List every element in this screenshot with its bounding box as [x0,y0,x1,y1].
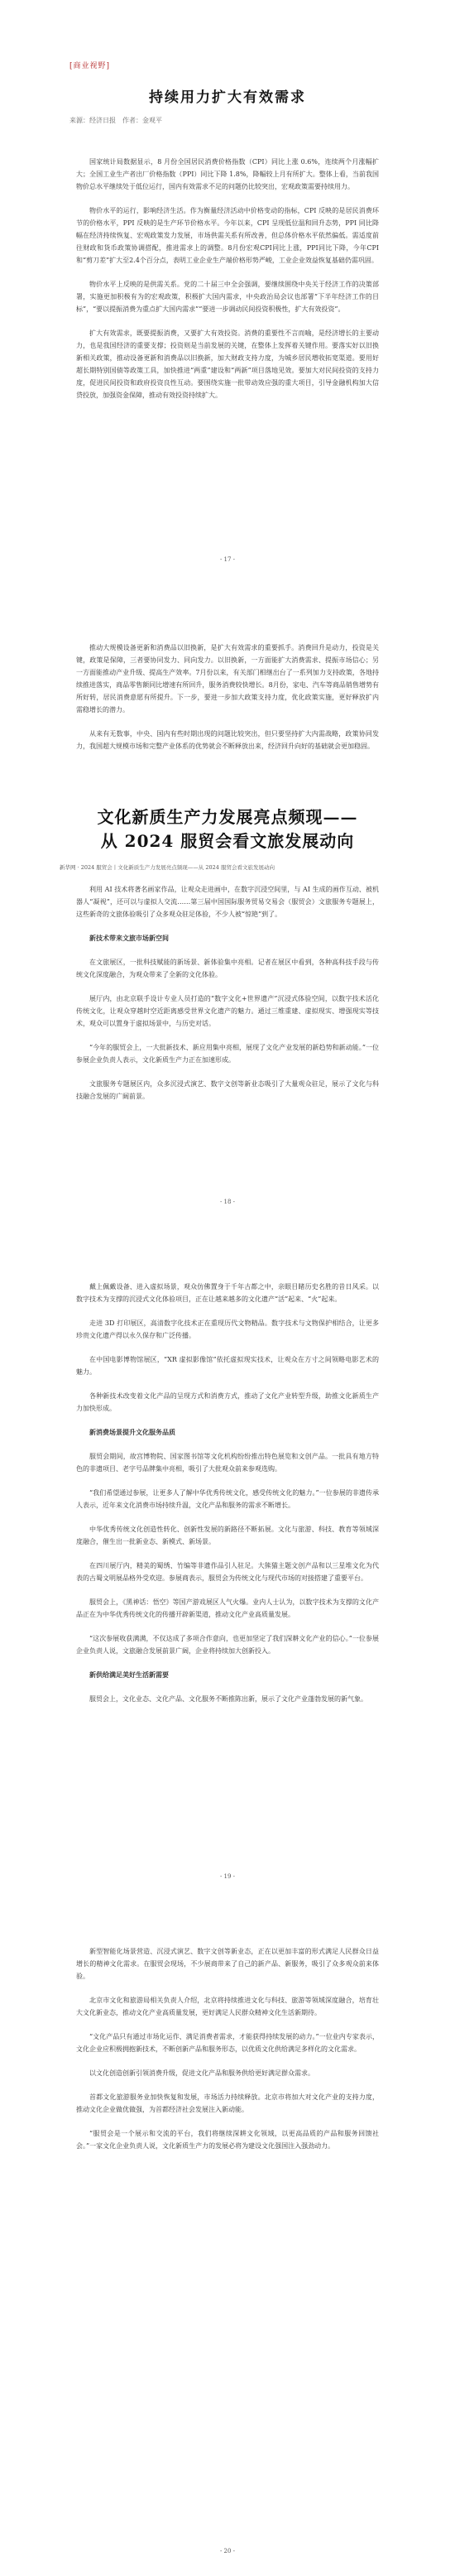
paragraph: 中华优秀传统文化创造性转化、创新性发展的新路径不断拓展。文化与旅游、科技、教育等领域深度融合，催生出一批新业态、新模式、新场景。 [76,1526,379,1545]
paragraph: 从来有无数事，中央、国内有些时期出现的问题比较突出，但只要坚持扩大内需战略，政策协同发力，我国超大规模市场和完整产业体系的优势就会不断释放出来，经济回升向好的基础就会更加稳固。 [76,730,379,750]
paragraph: 推动大规模设备更新和消费品以旧换新，是扩大有效需求的重要抓手。消费回升是动力，投资是关键，政策是保障，三者要协同发力、同向发力。以旧换新，一方面能扩大消费需求、提振市场信心；另一方面能推动产业升级、提高生产效率。7月份以来，有关部门相继出台了一系列加力支持政策，各地持续推进落实，商品零售额同比增速有所回升，服务消费较快增长。8月份，家电、汽车等商品销售增势有所好转，居民消费意愿有所提升。下一步，要进一步加大政策支持力度，优化政策实施，更好释放扩内需稳增长的潜力。 [76,644,379,714]
paragraph: 服贸会上，文化业态、文化产品、文化服务不断推陈出新，展示了文化产业蓬勃发展的新气象。 [89,1695,367,1703]
paragraph: 各种新技术改变着文化产品的呈现方式和消费方式，推动了文化产业转型升级，助推文化新质生产力加快形成。 [76,1392,379,1412]
paragraph: 服贸会期间，故宫博物院、国家图书馆等文化机构纷纷推出特色展览和文创产品。一批具有地方特色的非遗项目、老字号品牌集中亮相，吸引了大批观众前来参观选购。 [76,1453,379,1473]
section-heading: 新消费场景提升文化服务品质 [89,1428,175,1436]
paragraph: 以文化创造创新引领消费升级，促进文化产品和服务供给更好满足群众需求。 [89,2069,314,2077]
page-number: - 20 - [219,2548,236,2554]
paragraph: 在中国电影博物馆展区，“XR 虚拟影像馆”依托虚拟现实技术，让观众在方寸之间领略电影艺术的魅力。 [76,1356,379,1376]
section-heading: 新技术带来文旅市场新空间 [89,934,169,942]
paragraph: 展厅内，由北京联手设计专业人员打造的“数字文化+世界遗产”沉浸式体验空间，以数字技术活化传统文化，让观众穿越时空近距离感受世界文化遗产的魅力。通过三维重建、虚拟现实、增强现实等技术，观众可以置身于虚拟场景中，与历史对话。 [76,995,379,1027]
paragraph: 首都文化旅游服务业加快恢复和发展，市场活力持续释放。北京市将加大对文化产业的支持力度，推动文化企业做优做强，为首都经济社会发展注入新动能。 [76,2093,379,2113]
article-title-line-1: 文化新质生产力发展亮点频现—— [97,807,358,827]
article-source-line: 新华网 · 2024 服贸会丨文化新质生产力发展亮点频现——从 2024 服贸会看文旅发展动向 [60,864,275,871]
page-4 [26,1919,429,2576]
article-body [76,1281,379,1717]
paragraph: 扩大有效需求，既要提振消费，又要扩大有效投资。消费的重要性不言而喻，是经济增长的主要动力，也是我国经济的重要支撑；投资则是当前发展的关键，在整体上发挥着关键作用。要落实好以旧换新相关政策，推动设备更新和消费品以旧换新，加大财政支持力度，为城乡居民增收拓宽渠道。要用好超长期特别国债等政策工具，加快推进“两重”建设和“两新”项目落地见效。要加大对民间投资的支持力度，促进民间投资和政府投资良性互动。要围绕实施一批带动效应强的重大项目，引导金融机构加大信贷投放，加强资金保障，推动有效投资持续扩大。 [76,329,379,399]
paragraph: 北京市文化和旅游局相关负责人介绍，北京将持续推进文化与科技、旅游等领域深度融合，培育壮大文化新业态，推动文化产业高质量发展，更好满足人民群众精神文化生活新期待。 [76,1997,379,2016]
paragraph: 新型智能化场景营造、沉浸式演艺、数字文创等新业态，正在以更加丰富的形式满足人民群众日益增长的精神文化需求。在服贸会现场，不少展商带来了自己的新产品、新服务，吸引了众多观众前来体验。 [76,1948,379,1980]
paragraph: “服贸会是一个展示和交流的平台，我们将继续深耕文化领域，以更高品质的产品和服务回馈社会。”一家文化企业负责人说，文化新质生产力的发展必将为建设文化强国注入强劲动力。 [76,2130,379,2150]
paragraph: 服贸会上，《黑神话：悟空》等国产游戏展区人气火爆。业内人士认为，以数字技术为支撑的文化产品正在为中华优秀传统文化的传播开辟新渠道，推动文化产业高质量发展。 [76,1598,379,1618]
paragraph: 文旅服务专题展区内，众多沉浸式演艺、数字文创等新业态吸引了大量观众驻足，展示了文化与科技融合发展的广阔前景。 [76,1080,379,1100]
section-heading: 新供给满足美好生活新需要 [89,1670,169,1679]
article-meta: 来源：经济日报 作者：金观平 [69,117,162,124]
page-number: - 18 - [219,1199,236,1205]
paragraph: 在四川展厅内，精美的蜀绣、竹编等非遗作品引人驻足。大熊猫主题文创产品和以三星堆文化为代表的古蜀文明展品格外受欢迎。参展商表示，服贸会为传统文化与现代市场的对接搭建了重要平台。 [76,1562,379,1582]
paragraph: “这次参展收获满满，不仅达成了多项合作意向，也更加坚定了我们深耕文化产业的信心。”一位参展企业负责人说，文旅融合发展前景广阔，企业将持续加大创新投入。 [76,1635,379,1655]
paragraph: 利用 AI 技术将著名画家作品，让观众走进画中，在数字沉浸空间里，与 AI 生成的画作互动、被机器人“凝视”，还可以与虚拟人交流……第三届中国国际服务贸易交易会（服贸会）文旅服务专题展上，这些新奇的文旅体验吸引了众多观众驻足体验，不少人被“惊艳”到了。 [76,886,379,918]
paragraph: “我们希望通过参展，让更多人了解中华优秀传统文化，感受传统文化的魅力。”一位参展的非遗传承人表示，近年来文化消费市场持续升温，文化产品和服务的需求不断增长。 [76,1489,379,1509]
page-number: - 19 - [219,1873,236,1880]
page-1 [26,0,429,584]
category-tag: [商业视野] [69,62,111,70]
article-body [76,642,379,764]
article-title-line-2: 从 2024 服贸会看文旅发展动向 [100,831,355,851]
paragraph: “今年的服贸会上，一大批新技术、新应用集中亮相，展现了文化产业发展的新趋势和新动能。”一位参展企业负责人表示，文化新质生产力正在加速形成。 [76,1044,379,1064]
paragraph: 戴上佩戴设备、进入虚拟场景，观众仿佛置身于千年古都之中，亲眼目睹历史名胜的昔日风采。以数字技术为支撑的沉浸式文化体验项目，正在让越来越多的文化遗产“活”起来、“火”起来。 [76,1283,379,1303]
article-body [76,883,379,1114]
paragraph: 物价水平的运行，影响经济生活。作为衡量经济活动中价格变动的指标，CPI 反映的是居民消费环节的价格水平，PPI 反映的是生产环节价格水平。今年以来，CPI 呈现低位温和回升态势，PPI 同比降幅在经济持续恢复、宏观政策发力发展，市场供需关系有所改善，但总体价格水平依然偏低。需适度前往财政和货币政策协调搭配，推进需求上的调整。8月份宏观CPI同比上涨，PPI同比下降，今年CPI和“剪刀差”扩大至2.4个百分点，表明工业企业生产端价格形势严峻，工业企业效益恢复基础仍需巩固。 [76,207,379,264]
article-body [76,156,379,413]
paragraph: 走进 3D 打印展区，高清数字化技术正在重现历代文物精品。数字技术与文物保护相结合，让更多珍贵文化遗产得以永久保存和广泛传播。 [76,1319,379,1339]
article-body [76,1945,379,2164]
page-3 [26,1229,429,1919]
page-2 [26,584,429,1229]
paragraph: 在文旅展区，一批科技赋能的新场景、新体验集中亮相。记者在展区中看到，各种高科技手段与传统文化深度融合，为观众带来了全新的文化体验。 [76,959,379,978]
paragraph: “文化产品只有通过市场化运作、满足消费者需求，才能获得持续发展的动力。”一位业内专家表示，文化企业应积极拥抱新技术，不断创新产品和服务形态，以优质文化供给满足多样化的文化需求。 [76,2033,379,2053]
paragraph: 物价水平上反映的是供需关系。党的二十届三中全会强调，要继续围绕中央关于经济工作的决策部署，实施更加积极有为的宏观政策，积极扩大国内需求，中央政治局会议也部署“下半年经济工作的目标”，“要以提振消费为重点扩大国内需求”“要进一步调动民间投资积极性，扩大有效投资”。 [76,281,379,313]
page-number: - 17 - [219,556,236,563]
paragraph: 国家统计局数据显示，8 月份全国居民消费价格指数（CPI）同比上涨 0.6%，连续两个月涨幅扩大；全国工业生产者出厂价格指数（PPI）同比下降 1.8%，降幅较上月有所扩大。整体上看，当前我国物价总水平继续处于低位运行，国内有效需求不足的问题仍比较突出，宏观政策需要持续用力。 [76,158,379,190]
article-title: 持续用力扩大有效需求 [149,89,306,106]
